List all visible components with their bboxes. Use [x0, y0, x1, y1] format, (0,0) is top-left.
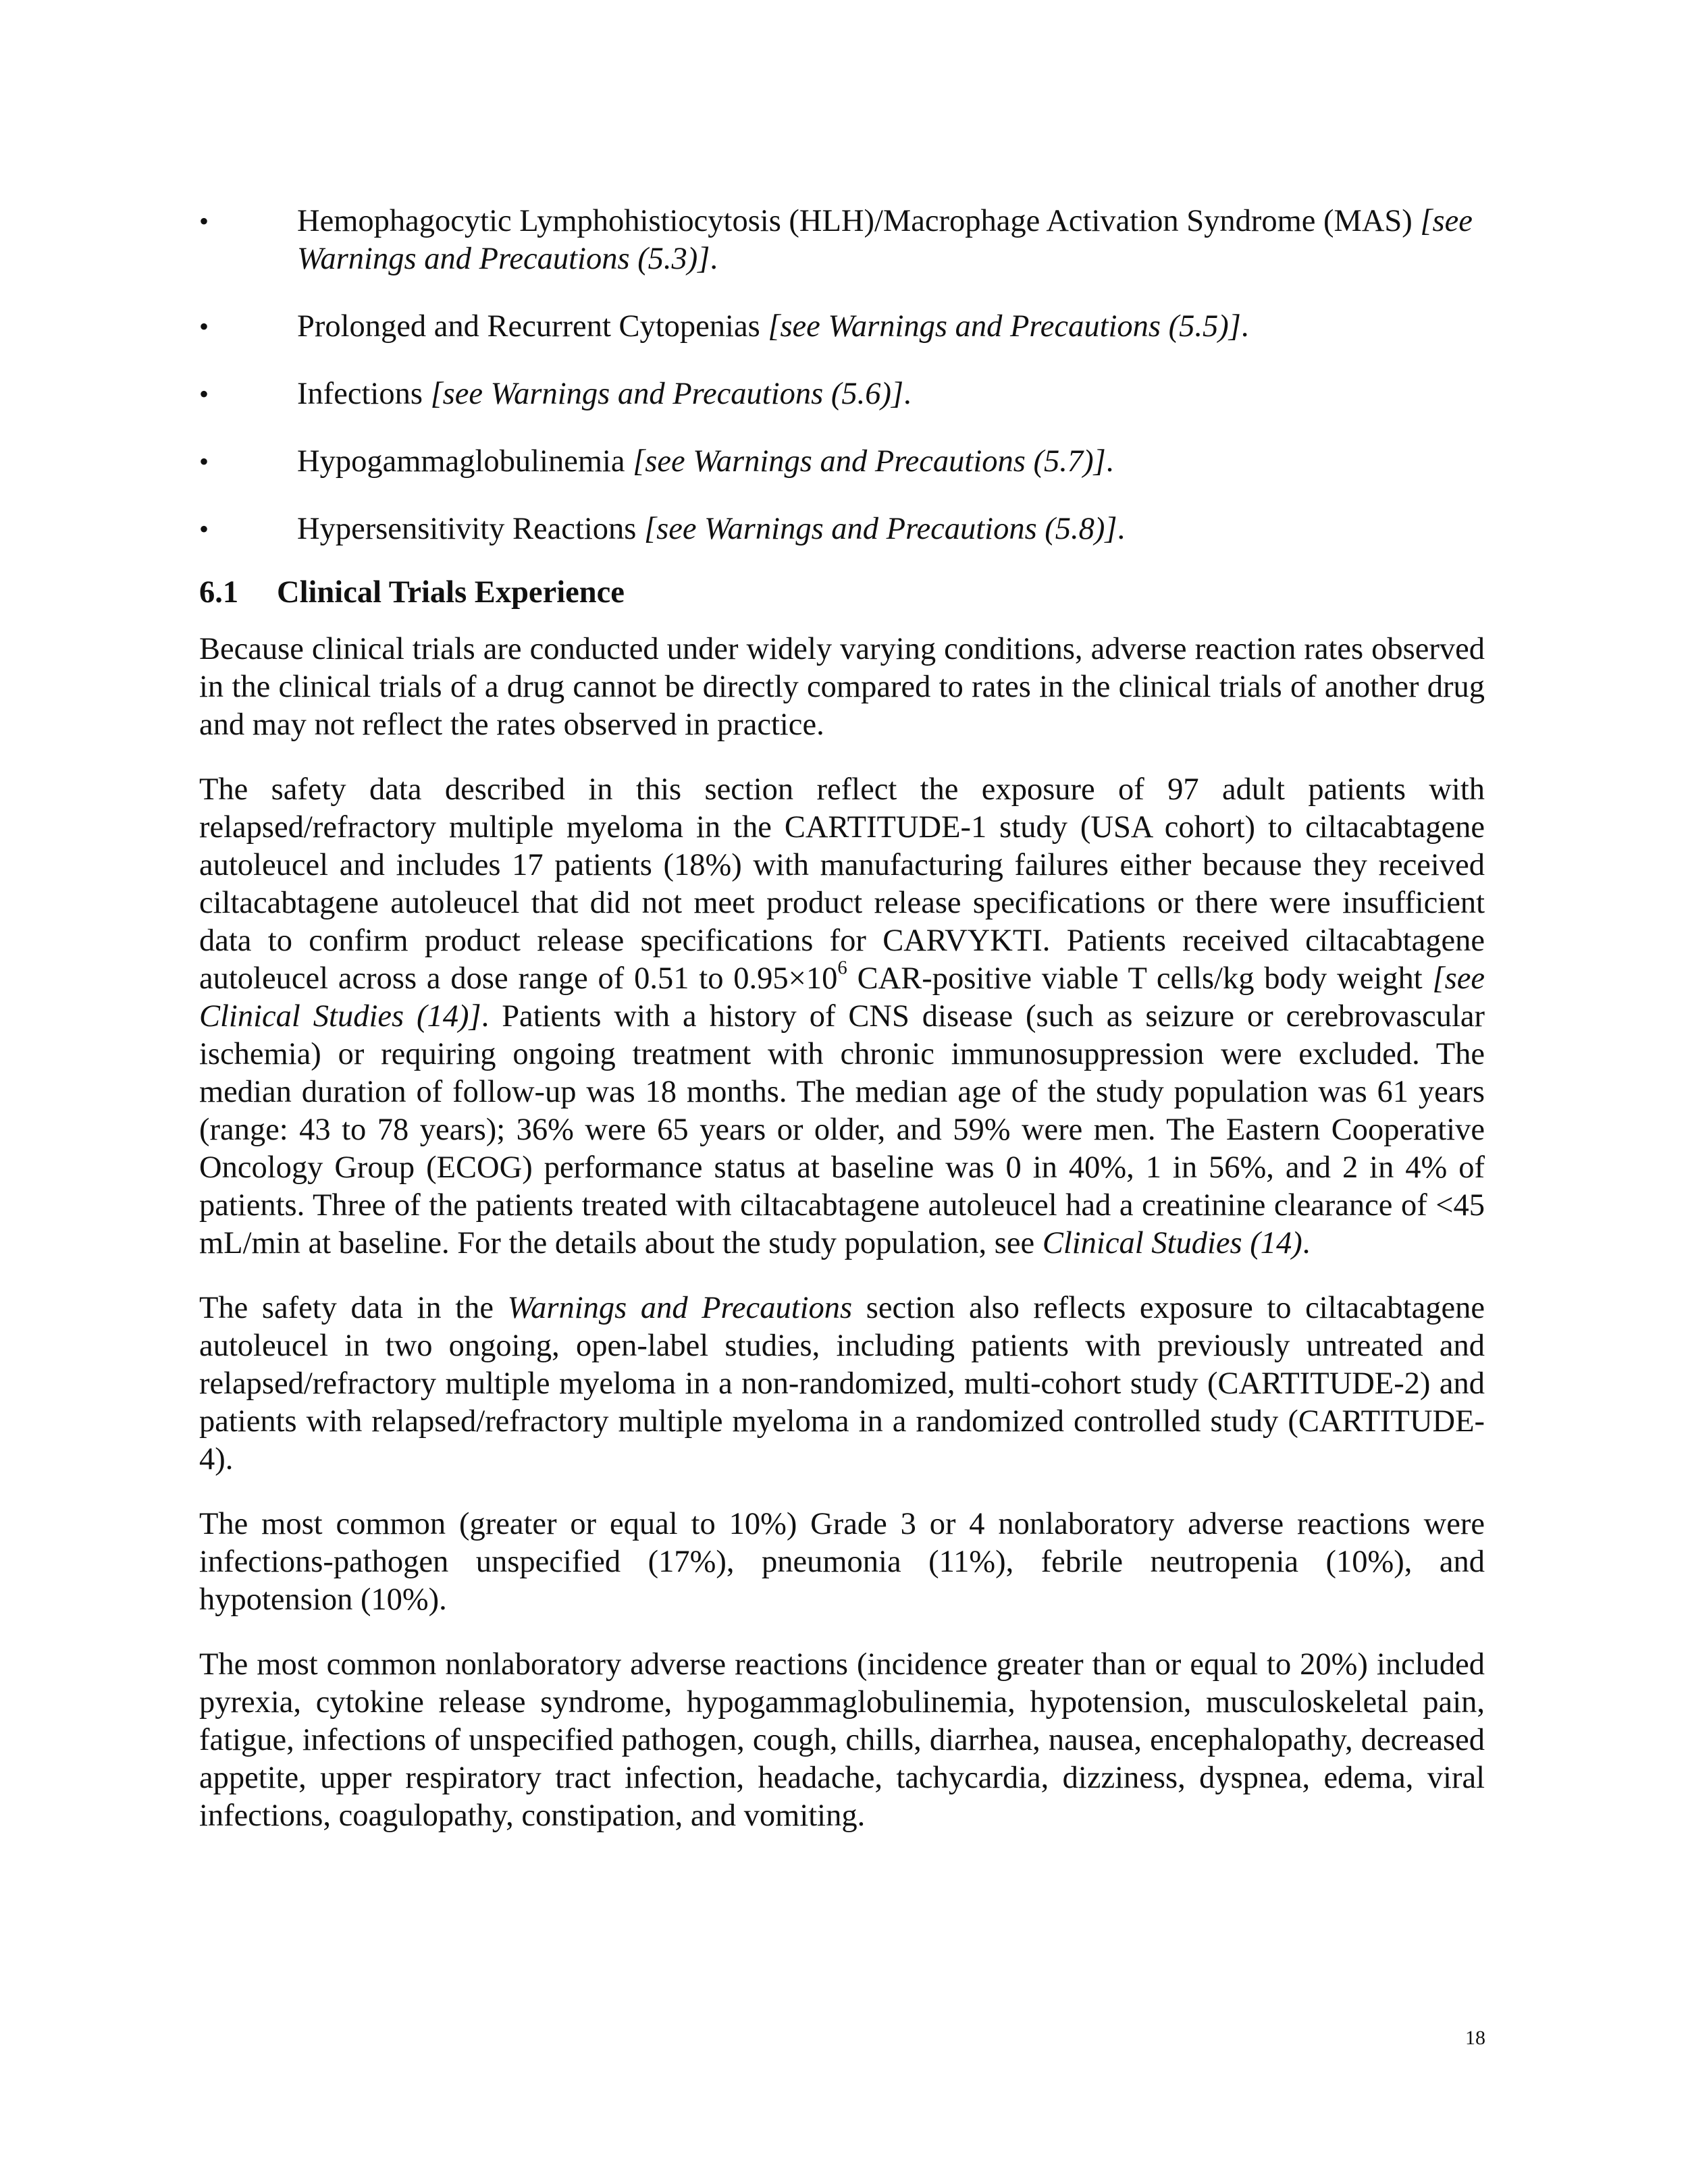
bullet-text: Hypersensitivity Reactions [297, 512, 644, 546]
cross-reference: Clinical Studies (14) [1042, 1226, 1302, 1260]
bullet-text: Hemophagocytic Lymphohistiocytosis (HLH)/Macrophage Activation Syndrome (MAS) [297, 204, 1421, 238]
cross-reference: [see Warnings and Precautions (5.5)] [768, 309, 1241, 344]
page-content [199, 203, 1485, 1862]
bullet-icon: • [199, 446, 209, 477]
warnings-bullet-list [199, 203, 1485, 548]
bullet-text: Prolonged and Recurrent Cytopenias [297, 309, 768, 344]
cross-reference: [see Warnings and Precautions (5.8)] [644, 512, 1117, 546]
list-item: • Hypersensitivity Reactions [see Warnings and Precautions (5.8)]. [199, 510, 1485, 548]
paragraph-safety-data: The safety data described in this section reflect the exposure of 97 adult patients with relapsed/refractory multiple myeloma in the CARTITUDE-1 study (USA cohort) to ciltacabtagene autoleucel and includes 17 patients (18%) with manufacturing failures either because they received ciltacabtagene autoleucel that did not meet product release specifications or there were insufficient data to confirm product release specifications for CARVYKTI. Patients received ciltacabtagene autoleucel across a dose range of 0.51 to $0.95\times 10^6$ CAR-positive viable T cells/kg body weight [see Clinical Studies (14)]. Patients with a history of CNS disease (such as seizure or cerebrovascular ischemia) or requiring ongoing treatment with chronic immunosuppression were excluded. The median duration of follow-up was 18 months. The median age of the study population was 61 years (range: 43 to 78 years); 36% were 65 years or older, and 59% were men. The Eastern Cooperative Oncology Group (ECOG) performance status at baseline was 0 in 40%, 1 in 56%, and 2 in 4% of patients. Three of the patients treated with ciltacabtagene autoleucel had a creatinine clearance of <45 mL/min at baseline. For the details about the study population, see Clinical Studies (14). [199, 772, 1485, 1260]
paragraph-common-reactions: The most common nonlaboratory adverse reactions (incidence greater than or equal to 20%) included pyrexia, cytokine release syndrome, hypogammaglobulinemia, hypotension, musculoskeletal pain, fatigue, infections of unspecified pathogen, cough, chills, diarrhea, nausea, encephalopathy, decreased appetite, upper respiratory tract infection, headache, tachycardia, dizziness, dyspnea, edema, viral infections, coagulopathy, constipation, and vomiting. [199, 1647, 1485, 1833]
list-item: • Prolonged and Recurrent Cytopenias [see Warnings and Precautions (5.5)]. [199, 308, 1485, 346]
bullet-icon: • [199, 379, 209, 409]
bullet-text: Infections [297, 377, 431, 411]
cross-reference: Warnings and Precautions [507, 1291, 853, 1325]
cross-reference: [see Warnings and Precautions (5.6)] [430, 377, 904, 411]
bullet-icon: • [199, 311, 209, 342]
section-title: Clinical Trials Experience [277, 575, 625, 610]
bullet-text: Hypogammaglobulinemia [297, 444, 633, 479]
cross-reference: [see Warnings and Precautions (5.7)] [633, 444, 1106, 479]
cross-reference: [see Clinical Studies (14)] [199, 961, 1485, 1034]
bullet-icon: • [199, 206, 209, 236]
cross-reference: [see Warnings and Precautions (5.3)] [297, 204, 1473, 276]
superscript-exponent: 6 [837, 957, 847, 979]
paragraph-warnings-exposure: The safety data in the Warnings and Precautions section also reflects exposure to ciltacabtagene autoleucel in two ongoing, open-label studies, including patients with previously untreated and relapsed/refractory multiple myeloma in a non-randomized, multi-cohort study (CARTITUDE-2) and patients with relapsed/refractory multiple myeloma in a randomized controlled study (CARTITUDE-4). [199, 1291, 1485, 1476]
bullet-icon: • [199, 514, 209, 544]
paragraph-rates-disclaimer: Because clinical trials are conducted under widely varying conditions, adverse reaction rates observed in the clinical trials of a drug cannot be directly compared to rates in the clinical trials of another drug and may not reflect the rates observed in practice. [199, 632, 1485, 742]
section-number: 6.1 [199, 575, 239, 610]
list-item: • Hypogammaglobulinemia [see Warnings and Precautions (5.7)]. [199, 443, 1485, 481]
paragraph-grade3-reactions: The most common (greater or equal to 10%) Grade 3 or 4 nonlaboratory adverse reactions were infections-pathogen unspecified (17%), pneumonia (11%), febrile neutropenia (10%), and hypotension (10%). [199, 1507, 1485, 1617]
section-heading [199, 574, 1485, 612]
page-number: 18 [1465, 2027, 1485, 2049]
list-item: • Hemophagocytic Lymphohistiocytosis (HLH)/Macrophage Activation Syndrome (MAS) [see Warnings and Precautions (5.3)]. [199, 204, 1473, 276]
list-item: • Infections [see Warnings and Precautions (5.6)]. [199, 375, 1485, 413]
